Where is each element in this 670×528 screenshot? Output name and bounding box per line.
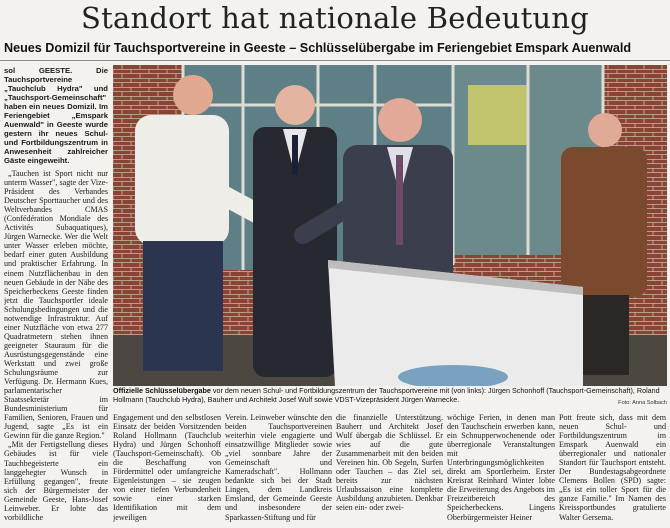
article-paragraph: Engagement und den selbstlosen Einsatz der beiden Vorsitzenden Roland Hollmann (Tauchclub Hydra) und Jürgen Schonhoff (Tauchsport-Gemeinschaft). Ob die Beschaffung von Fördermittel oder umfangreiche Eigenleistungen – sie zeugen von einer tiefen Verbundenheit sowie einer starken Identifikation mit dem jeweiligen xyxy=(113,413,221,522)
caption-bold: Offizielle Schlüsselübergabe xyxy=(113,386,211,395)
article-photo xyxy=(113,65,667,386)
article-column-6 xyxy=(559,413,666,528)
article-column-5 xyxy=(447,413,555,528)
article-column-4 xyxy=(336,413,443,528)
article-column-2 xyxy=(113,413,221,528)
article-headline: Standort hat nationale Bedeutung xyxy=(81,1,589,35)
article-column-3 xyxy=(225,413,332,528)
article-column-1 xyxy=(4,66,108,528)
article-lead: sol GEESTE. Die Tauchsportvereine „Tauchclub Hydra" und „Tauchsport-Gemeinschaft" haben ein neues Domizil. Im Feriengebiet „Emspark Auenwald" in Geeste wurde gestern ihr neues Schul- und Fortbildungszentrum in Anwesenheit zahlreicher Gäste eingeweiht. xyxy=(4,66,108,165)
article-paragraph: wöchige Ferien, in denen man den Tauchschein erwerben kann, ein Schnupperwochenende oder überregionale Veranstaltungen mit Unterbringungsmöglichkeiten direkt am Sportlerheim. Erster Kreisrat Reinhard Winter lobte die Erweiterung des Angebots im Freizeitbereich des Speicherbeckens. Lingens Oberbürgermeister Heiner xyxy=(447,413,555,522)
article-paragraph: Verein. Leinweber wünschte den beiden Tauchsportvereinen weiterhin viele engagierte und einsatzwillige Mitglieder sowie „viel sonnbare Jahre der Gemeinschaft und Kameradschaft". Hollmann bedankte sich bei der Stadt Lingen, dem Landkreis Emsland, der Gemeinde Geeste und insbesondere der Sparkassen-Stiftung und für xyxy=(225,413,332,522)
article-paragraph: die finanzielle Unterstützung. Bauherr und Architekt Josef Wulf übergab die Schlüssel. Er wies auf die gute Zusammenarbeit mit den beiden Vereinen hin. Ob Segeln, Surfen oder Tauchen – das Ziel sei, bereits zur nächsten Urlaubssaison eine komplette Ausbildung anzubieten. Denkbar seien ein- oder zwei- xyxy=(336,413,443,513)
photo-credit: Foto: Anna Solbach xyxy=(618,400,667,406)
article-paragraph: Pott freute sich, dass mit dem neuen Schul- und Fortbildungszentrum im Emspark Auenwald ein überregionaler und nationaler Standort für Tauchsport entsteht. Der Bundestagsabgeordnete Clemens Bollen (SPD) sagte: „Es ist ein toller Sport für die ganze Familie." Im Namen des Kreissportbundes gratulierte Walter Gersema. xyxy=(559,413,666,522)
article-subheadline: Neues Domizil für Tauchsportvereine in Geeste – Schlüsselübergabe im Feriengebiet Emspark Auenwald xyxy=(4,41,632,55)
divider xyxy=(0,60,670,61)
photo-caption xyxy=(113,387,667,411)
caption-text: vor dem neuen Schul- und Fortbildungszentrum der Tauchsportvereine mit (von links): Jürgen Schonhoff (Tauchsport-Gemeinschaft), Roland Hollmann (Tauchclub Hydra), Bauherr und Architekt Josef Wulf sowie VDST-Vizepräsident Jürgen Warnecke. xyxy=(113,386,660,404)
article-paragraph: „Tauchen ist Sport nicht nur unterm Wasser", sagte der Vize-Präsident des Verbandes Deutscher Sporttaucher und des Weltverbandes CMAS (Confédération Mondiale des Activités Subaquatiques), Jürgen Warnecke. Wer die Welt unter Wasser erleben möchte, bedarf einer guten Ausbildung und praktischer Erfahrung. In einem Nutzflächenbau in den neuen Gebäude in der Nähe des Speicherbeckens Geeste finden jetzt die Tauchsportler ideale Schulungsbedingungen und die notwendige Infrastruktur. Auf einer Nutzfläche von etwa 277 Quadratmetern stehen ihnen geeigneter Stauraum für die Ausrüstungsgegenstände eine Werkstatt und zwei große Schulungsräume zur Verfügung. Dr. Hermann Kues, parlamentarischer Staatssekretär im Bundesministerium für Familien, Senioren, Frauen und Jugend, sagte „Es ist ein Gewinn für die ganze Region." xyxy=(4,169,108,441)
article-paragraph: „Mit der Fertigstellung dieses Gebäudes ist für viele Tauchbegeisterte ein langgehegter Wunsch in Erfüllung gegangen", freute sich der Bürgermeister der Gemeinde Geeste, Hans-Josef Leinweber. Er lobte das vorbildliche xyxy=(4,440,108,522)
photo-illustration xyxy=(113,65,667,386)
